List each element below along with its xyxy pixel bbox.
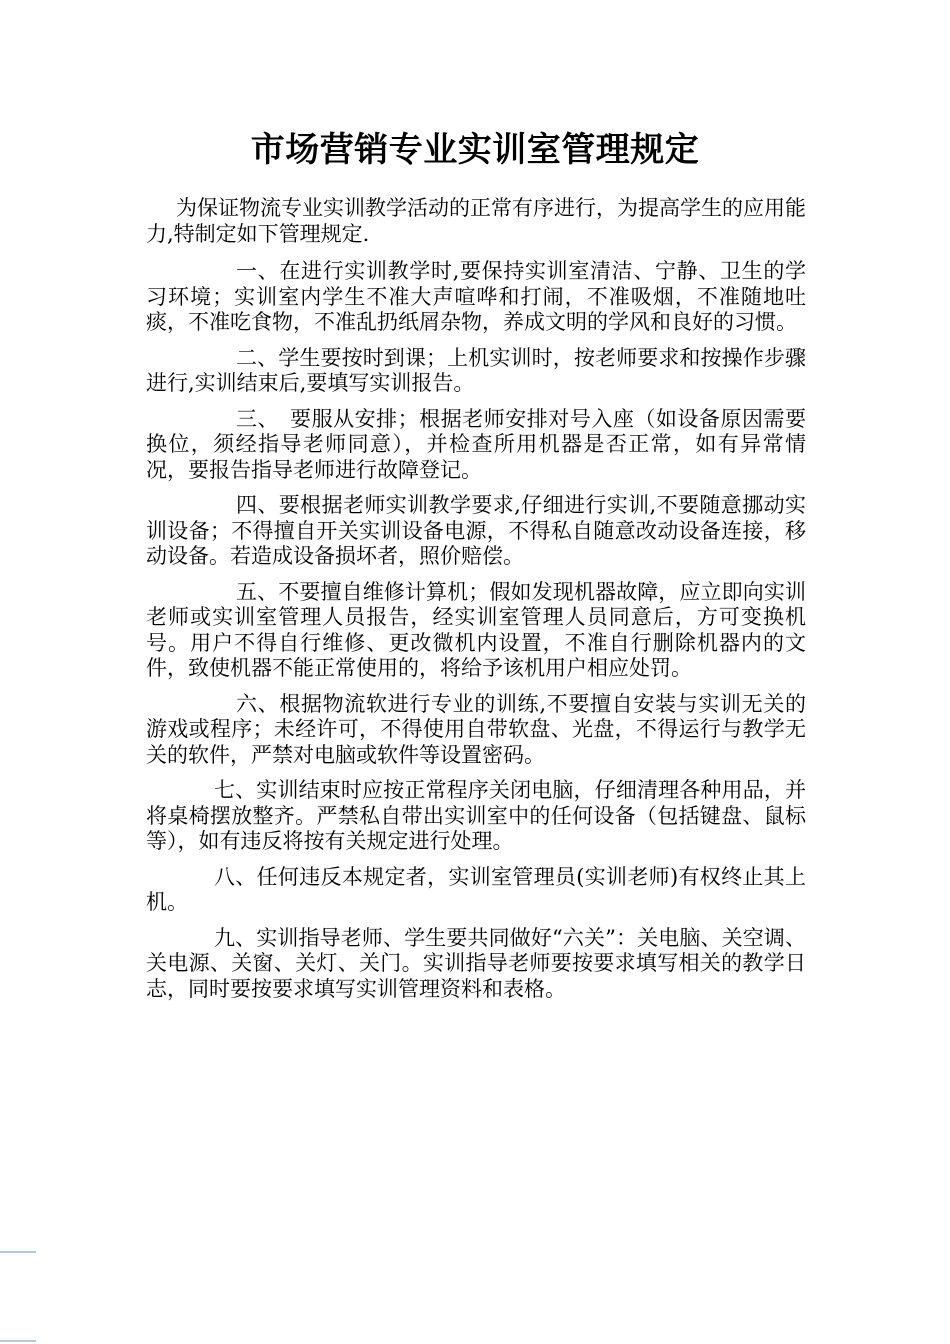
rule-5: 五、不要擅自维修计算机；假如发现机器故障，应立即向实训老师或实训室管理人员报告，经实训室管理人员同意后，方可变换机号。用户不得自行维修、更改微机内设置，不准自行删除机器内的文件，致使机器不能正常使用的，将给予该机用户相应处罚。 [146,579,806,680]
document-title: 市场营销专业实训室管理规定 [250,130,700,170]
rule-4: 四、要根据老师实训教学要求,仔细进行实训,不要随意挪动实训设备；不得擅自开关实训设备电源，不得私自随意改动设备连接，移动设备。若造成设备损坏者，照价赔偿。 [146,493,806,568]
rule-7: 七、实训结束时应按正常程序关闭电脑，仔细清理各种用品，并将桌椅摆放整齐。严禁私自带出实训室中的任何设备（包括键盘、鼠标等），如有违反将按有关规定进行处理。 [146,778,806,853]
document-body [146,196,806,1012]
intro-paragraph: 为保证物流专业实训教学活动的正常有序进行，为提高学生的应用能力,特制定如下管理规定. [146,196,806,246]
rule-8: 八、任何违反本规定者，实训室管理员(实训老师)有权终止其上机。 [146,864,806,914]
rule-1: 一、在进行实训教学时,要保持实训室清洁、宁静、卫生的学习环境；实训室内学生不准大声喧哗和打闹，不准吸烟，不准随地吐痰，不准吃食物，不准乱扔纸屑杂物，养成文明的学风和良好的习惯。 [146,259,806,334]
rule-6: 六、根据物流软进行专业的训练,不要擅自安装与实训无关的游戏或程序；未经许可，不得使用自带软盘、光盘，不得运行与教学无关的软件，严禁对电脑或软件等设置密码。 [146,691,806,767]
rule-2: 二、学生要按时到课；上机实训时，按老师要求和按操作步骤进行,实训结束后,要填写实训报告。 [146,345,806,395]
margin-divider [0,1251,36,1253]
rule-3: 三、 要服从安排；根据老师安排对号入座（如设备原因需要换位，须经指导老师同意），并检查所用机器是否正常，如有异常情况，要报告指导老师进行故障登记。 [146,406,806,482]
rule-9: 九、实训指导老师、学生要共同做好“六关”：关电脑、关空调、关电源、关窗、关灯、关门。实训指导老师要按要求填写相关的教学日志，同时要按要求填写实训管理资料和表格。 [146,925,806,1001]
margin-divider [0,1340,36,1342]
